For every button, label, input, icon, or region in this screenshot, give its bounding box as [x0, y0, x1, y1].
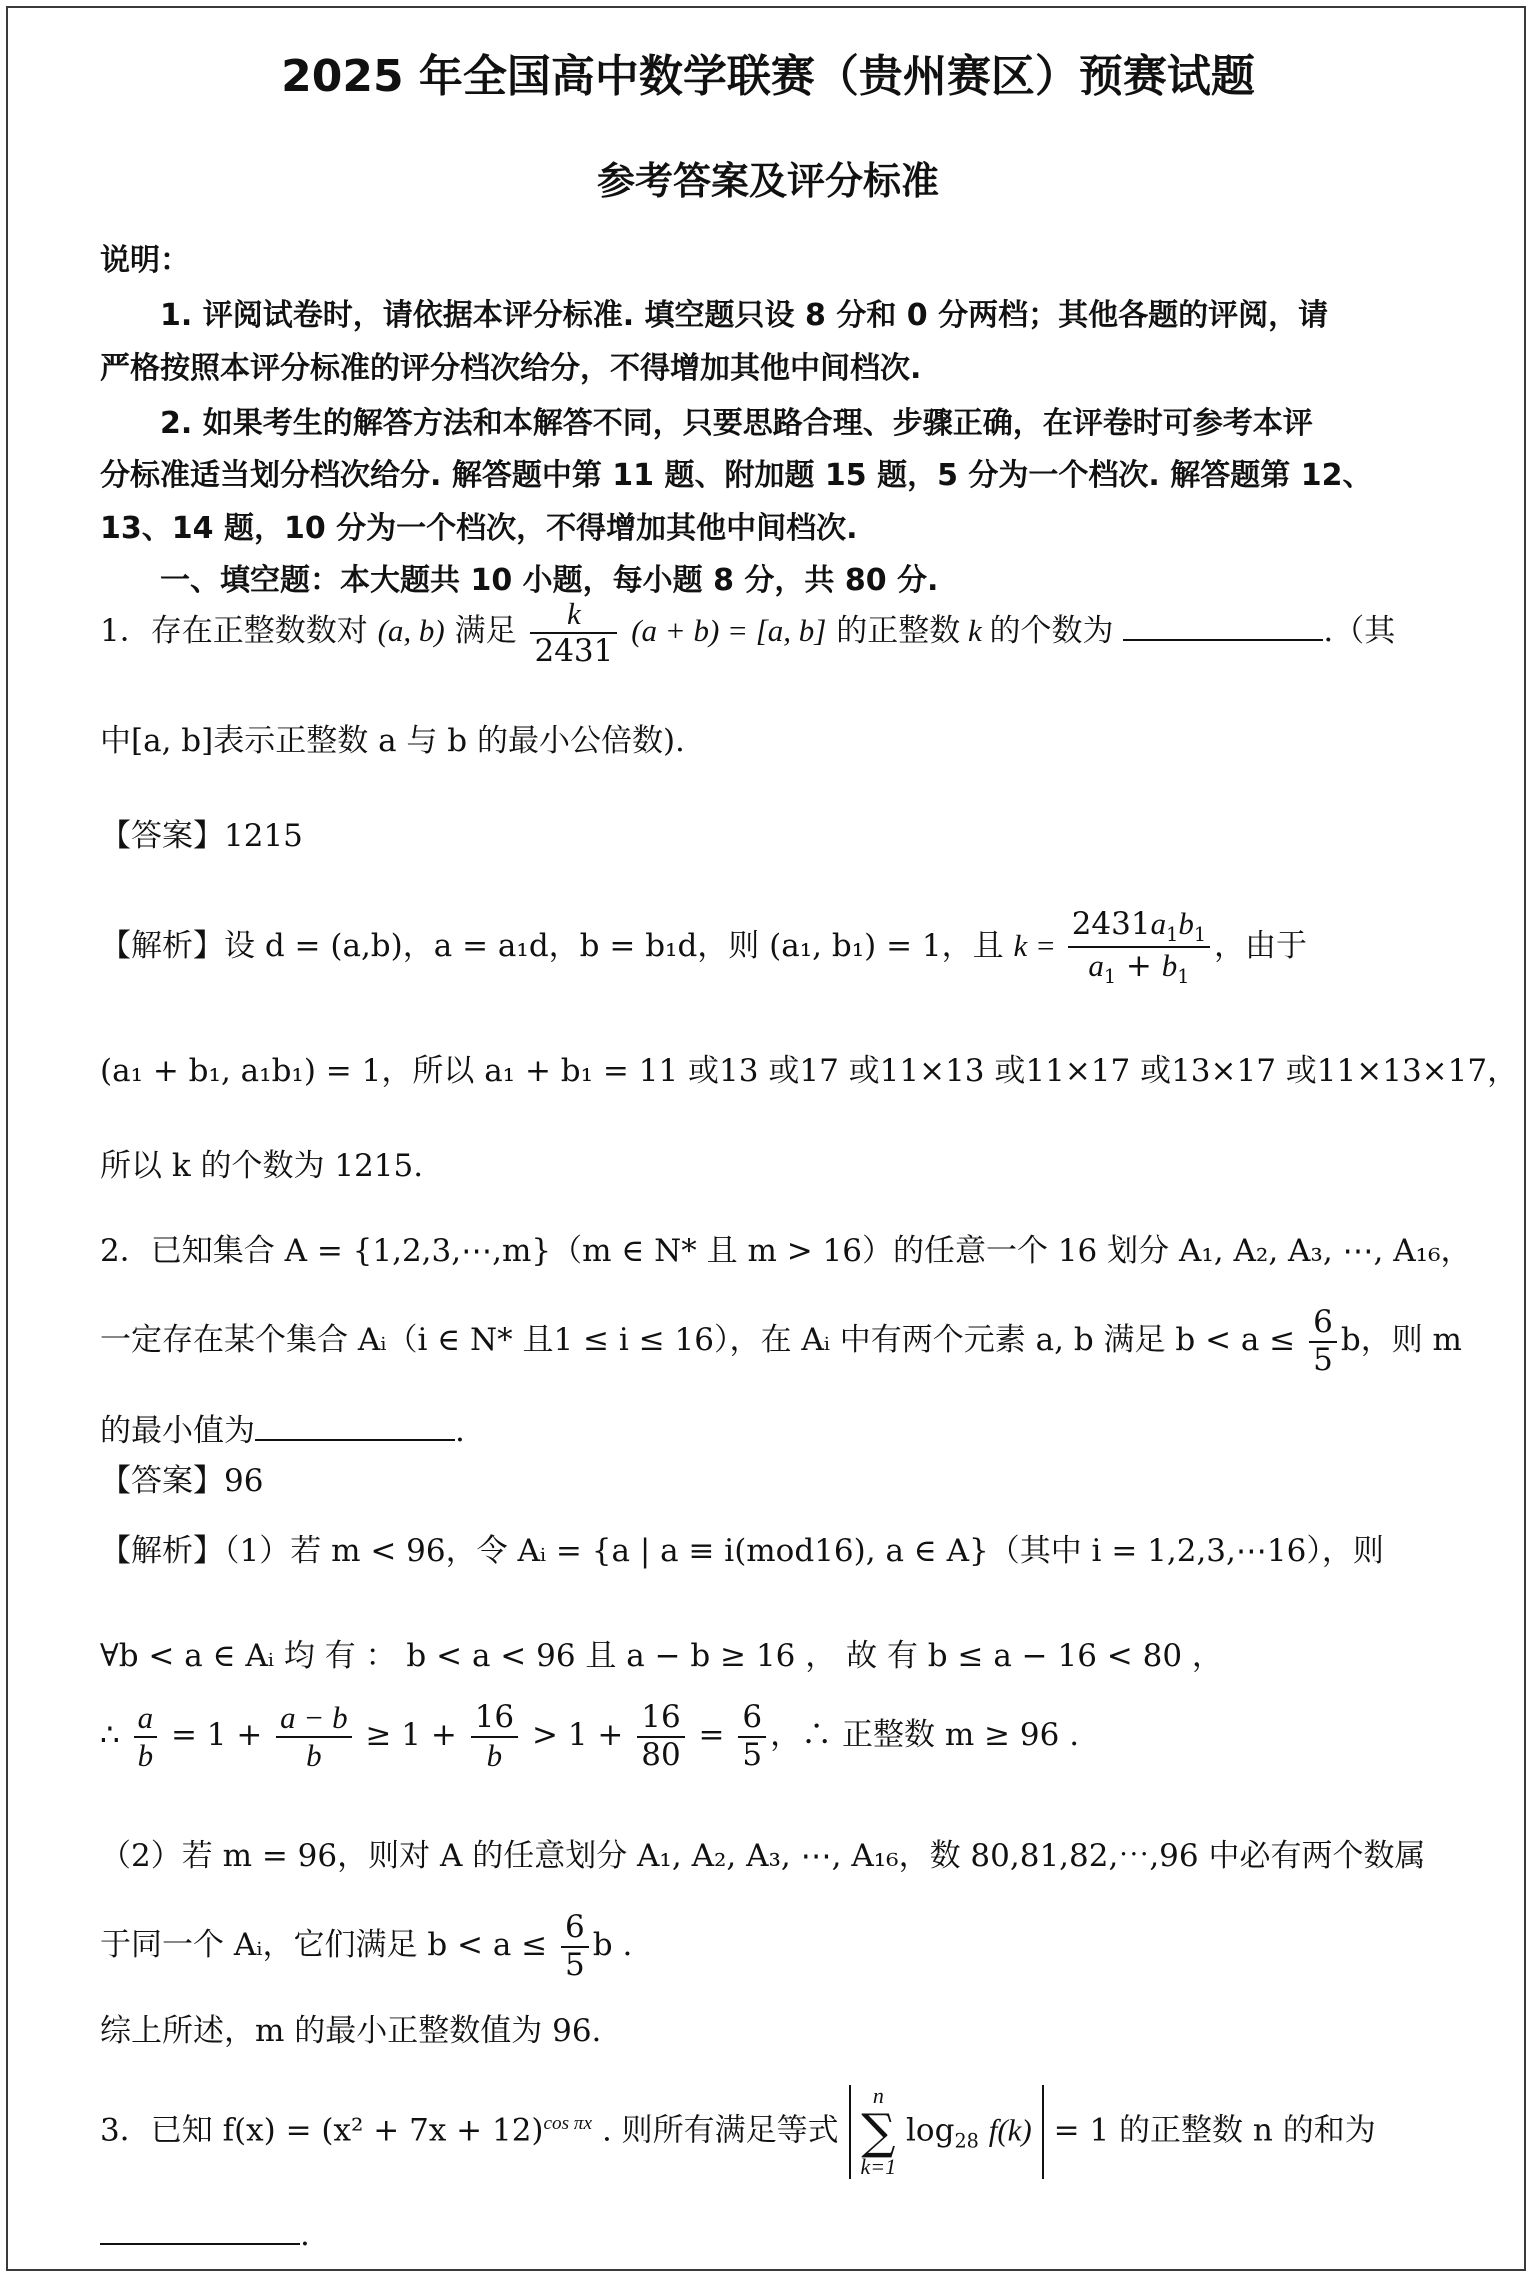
q3-pre: 3．已知 f(x) = (x² + 7x + 12) [100, 2112, 544, 2149]
notes-heading: 说明： [100, 243, 190, 278]
q2-solution-line5: 于同一个 Aᵢ，它们满足 b < a ≤ $\frac{6}{5}$ b . [100, 1909, 633, 1983]
q2-line2-text: 一定存在某个集合 Aᵢ（i ∈ N* 且1 ≤ i ≤ 16），在 Aᵢ 中有两个元素 a, b 满足 b < a ≤ [100, 1322, 1296, 1359]
q2-line2-end: b，则 m [1340, 1322, 1462, 1359]
q1-answer-blank [1123, 611, 1323, 641]
q1-mid: 满足 [454, 613, 517, 650]
q2-answer: 【答案】96 [100, 1463, 264, 1499]
q2-answer-blank [255, 1411, 455, 1441]
q2-solution-line1: 【解析】（1）若 m < 96，令 Aᵢ = {a | a ≡ i(mod16), a ∈ A}（其中 i = 1,2,3,⋯16），则 [100, 1533, 1384, 1569]
q2-statement-line1: 2．已知集合 A = {1,2,3,⋯,m}（m ∈ N* 且 m > 16）的任意一个 16 划分 A₁, A₂, A₃, ⋯, A₁₆， [100, 1233, 1472, 1269]
q1-post: 的正整数 [836, 613, 961, 650]
q1-solution-line1: 【解析】设 d = (a,b)，a = a₁d，b = b₁d，则 (a₁, b₁) = 1，且 k = $\frac{2431a_1b_1}{a_1 + b_1}$ ，由于 [100, 906, 1308, 989]
q2-solution-line2: ∀b < a ∈ Aᵢ 均 有 ： b < a < 96 且 a − b ≥ 16 ， 故 有 b ≤ a − 16 < 80 ， [100, 1638, 1223, 1674]
q3-post: = 1 的正整数 n 的和为 [1053, 2112, 1376, 2149]
section-heading-fill-blank: 一、填空题：本大题共 10 小题，每小题 8 分，共 80 分. [160, 563, 939, 598]
q1-statement: 1．存在正整数数对 (a, b) 满足 $\frac{k}{2431}$ (a + b) = [a, b] 的正整数 k 的个数为 .（其 [100, 596, 1396, 669]
q2-sol5-text: 于同一个 Aᵢ，它们满足 b < a ≤ [100, 1927, 548, 1964]
notes-item2-line1: 2. 如果考生的解答方法和本解答不同，只要思路合理、步骤正确，在评卷时可参考本评 [160, 406, 1313, 441]
notes-item2-line2: 分标准适当划分档次给分. 解答题中第 11 题、附加题 15 题，5 分为一个档次. 解答题第 12、 [100, 458, 1373, 493]
q3-log-base: 28 [954, 2129, 979, 2153]
q3-log: log [906, 2112, 955, 2149]
q3-exponent: cos πx [543, 2113, 593, 2135]
q1-sol-line1-end: ，由于 [1214, 927, 1308, 964]
q3-answer-line: . [100, 2215, 310, 2253]
q1-analysis-label: 【解析】 [100, 927, 224, 964]
q3-statement [100, 2085, 1376, 2179]
q2-sol3-end: ，∴ 正整数 m ≥ 96 . [770, 1717, 1080, 1754]
q1-pre: 1．存在正整数数对 [100, 613, 368, 650]
notes-item1-line2: 严格按照本评分标准的评分档次给分，不得增加其他中间档次. [100, 351, 922, 386]
q3-fk: f(k) [988, 2112, 1032, 2148]
page-title: 2025 年全国高中数学联赛（贵州赛区）预赛试题 [281, 51, 1255, 102]
q1-solution-line3: 所以 k 的个数为 1215. [100, 1148, 424, 1184]
notes-item2-line3: 13、14 题，10 分为一个档次，不得增加其他中间档次. [100, 511, 858, 546]
sigma-upper: n [872, 2083, 884, 2108]
q1-tail: .（其 [1323, 613, 1396, 650]
q1-solution-line2: (a₁ + b₁, a₁b₁) = 1，所以 a₁ + b₁ = 11 或13 或17 或11×13 或11×17 或13×17 或11×13×17， [100, 1053, 1519, 1089]
q2-sol5-end: b . [592, 1927, 633, 1964]
q2-line3-text: 的最小值为 [100, 1413, 255, 1449]
q3-mid: . 则所有满足等式 [601, 2112, 839, 2149]
q2-statement-line2: 一定存在某个集合 Aᵢ（i ∈ N* 且1 ≤ i ≤ 16），在 Aᵢ 中有两个元素 a, b 满足 b < a ≤ $\frac{6}{5}$ b，则 m [100, 1304, 1462, 1378]
q3-answer-blank [100, 2215, 300, 2245]
q2-solution-line3: ∴ $\frac{a}{b}$ = 1 + $\frac{a - b}{b}$ ≥ 1 + $\frac{16}{b}$ > 1 + $\frac{16}{80}$ = $\frac{6}{5}$ ，∴ 正整数 m ≥ 96 . [100, 1699, 1080, 1773]
q3-abs-sum [849, 2085, 1044, 2179]
sigma-lower: k=1 [860, 2154, 897, 2179]
q1-statement-line2: 中[a, b]表示正整数 a 与 b 的最小公倍数). [100, 723, 685, 759]
q1-sol-line1-text: 设 d = (a,b)，a = a₁d，b = b₁d，则 (a₁, b₁) = 1，且 [224, 927, 1004, 964]
q1-answer: 【答案】1215 [100, 818, 303, 854]
sigma-symbol: n ∑ k=1 [860, 2083, 897, 2179]
page-subtitle: 参考答案及评分标准 [596, 159, 939, 203]
q1-post2: 的个数为 [989, 613, 1114, 650]
q2-solution-line6: 综上所述，m 的最小正整数值为 96. [100, 2013, 602, 2049]
notes-item1-line1: 1. 评阅试卷时，请依据本评分标准. 填空题只设 8 分和 0 分两档；其他各题的评阅，请 [160, 298, 1329, 333]
q2-solution-line4: （2）若 m = 96，则对 A 的任意划分 A₁, A₂, A₃, ⋯, A₁₆，数 80,81,82,⋯,96 中必有两个数属 [100, 1838, 1426, 1874]
q2-statement-line3: 的最小值为 . [100, 1413, 465, 1449]
